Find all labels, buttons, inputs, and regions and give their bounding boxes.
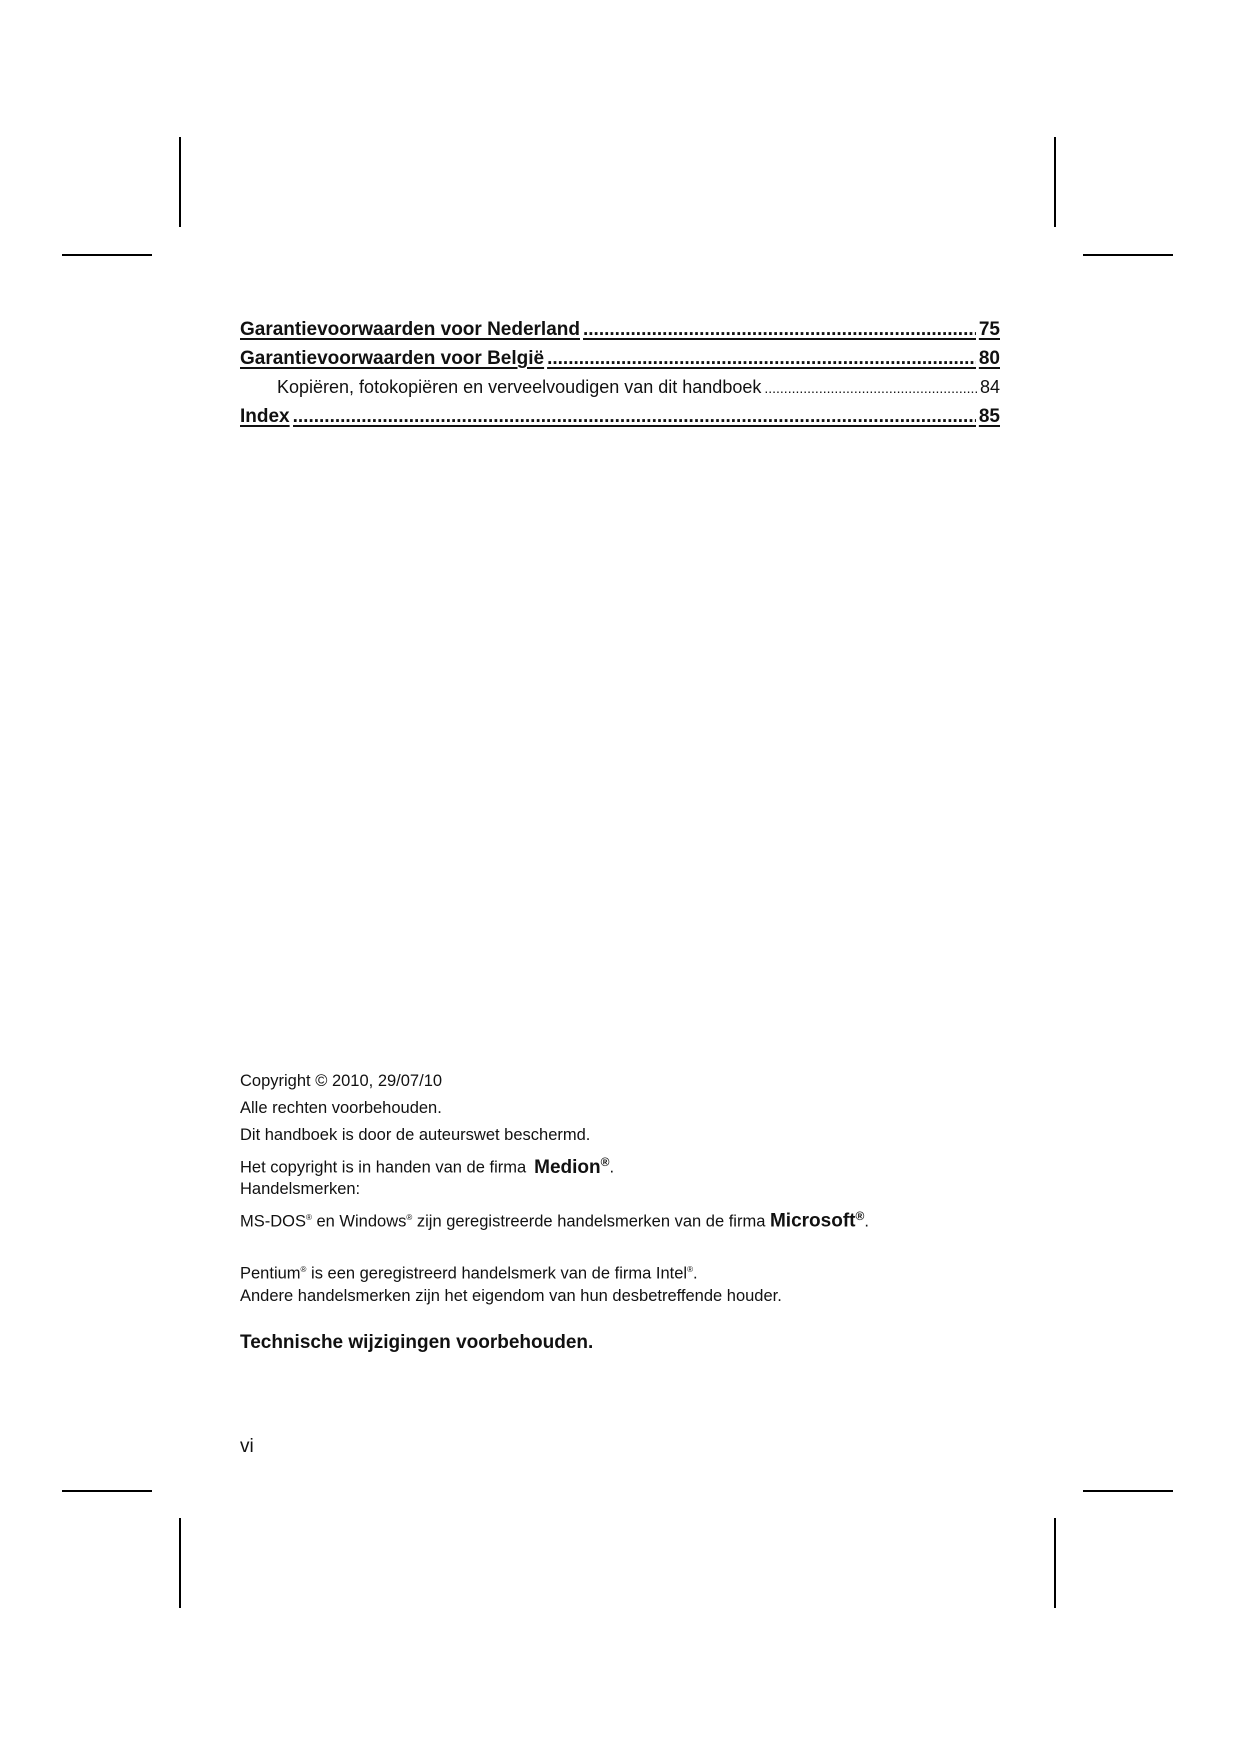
windows-text: en Windows [311, 1212, 407, 1231]
registered-mark: ® [855, 1209, 865, 1223]
copyright-line: Copyright © 2010, 29/07/10 [240, 1072, 443, 1090]
rights-line: Alle rechten voorbehouden. [240, 1099, 442, 1117]
toc-entry-kopieren[interactable] [240, 373, 1000, 402]
toc-dot-leader [583, 315, 976, 344]
copyright-block [240, 1068, 1020, 1310]
toc-entry-garantie-nederland[interactable] [240, 315, 1000, 344]
toc-entry-garantie-belgie[interactable] [240, 344, 1000, 373]
crop-mark-top-right-horizontal [1083, 254, 1173, 256]
toc-entry-page: 80 [978, 348, 1000, 369]
crop-mark-top-left-vertical [179, 137, 181, 227]
registered-mark: ® [406, 1213, 413, 1222]
trademarks-heading: Handelsmerken: [240, 1180, 361, 1198]
copyright-holder-text: Het copyright is in handen van de firma [240, 1158, 527, 1177]
sentence-end: . [609, 1158, 615, 1177]
microsoft-trademark-line [240, 1203, 1020, 1230]
technical-changes-notice: Technische wijzigingen voorbehouden. [240, 1332, 594, 1353]
protection-line: Dit handboek is door de auteurswet beschermd. [240, 1126, 591, 1144]
table-of-contents [240, 315, 1000, 431]
crop-mark-top-left-horizontal [62, 254, 152, 256]
toc-dot-leader [293, 402, 976, 431]
registered-mark: ® [300, 1265, 307, 1274]
microsoft-trademark-text: zijn geregistreerde handelsmerken van de firma [412, 1212, 770, 1231]
medion-brand: Medion [534, 1156, 601, 1178]
intel-trademark-line [240, 1256, 1020, 1283]
msdos-text: MS-DOS [240, 1212, 306, 1231]
registered-mark: ® [600, 1155, 610, 1169]
toc-dot-leader [764, 374, 977, 402]
toc-entry-page: 85 [978, 406, 1000, 427]
other-trademarks-line: Andere handelsmerken zijn het eigendom van hun desbetreffende houder. [240, 1287, 782, 1305]
crop-mark-bottom-right-vertical [1054, 1518, 1056, 1608]
microsoft-brand: Microsoft [769, 1210, 856, 1232]
crop-mark-bottom-left-vertical [179, 1518, 181, 1608]
registered-mark: ® [306, 1213, 312, 1222]
toc-entry-title: Index [240, 406, 290, 427]
toc-entry-page: 75 [978, 319, 1000, 340]
crop-mark-bottom-left-horizontal [62, 1490, 152, 1492]
pentium-text: Pentium [240, 1264, 301, 1283]
intel-trademark-text: is een geregistreerd handelsmerk van de firma Intel [306, 1264, 688, 1283]
toc-entry-title: Garantievoorwaarden voor Nederland [240, 319, 580, 340]
toc-entry-index[interactable] [240, 402, 1000, 431]
toc-entry-title: Kopiëren, fotokopiëren en verveelvoudigen van dit handboek [277, 377, 762, 397]
toc-entry-page: 84 [979, 377, 1000, 397]
toc-dot-leader [547, 344, 976, 373]
toc-entry-title: Garantievoorwaarden voor België [240, 348, 545, 369]
crop-mark-bottom-right-horizontal [1083, 1490, 1173, 1492]
sentence-end: . [864, 1212, 869, 1231]
copyright-holder-line [240, 1149, 1020, 1176]
page-number: vi [240, 1436, 254, 1457]
sentence-end: . [692, 1264, 698, 1283]
crop-mark-top-right-vertical [1054, 137, 1056, 227]
registered-mark: ® [687, 1265, 693, 1274]
